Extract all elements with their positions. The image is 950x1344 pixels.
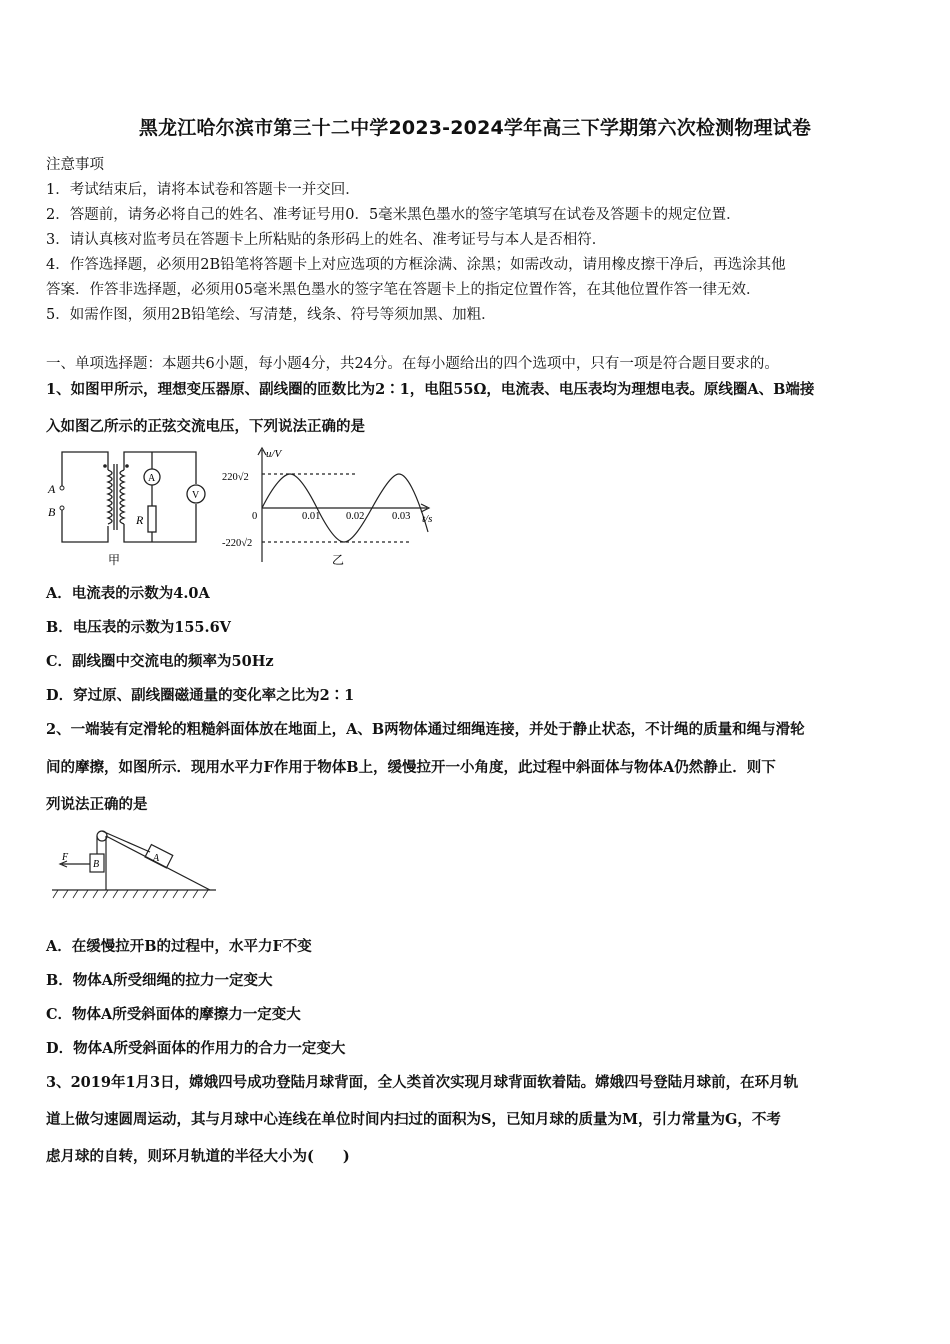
question-2-text: 列说法正确的是 <box>46 796 148 813</box>
notice-item: 5．如需作图，须用2B铅笔绘、写清楚，线条、符号等须加黑、加粗． <box>46 307 496 323</box>
block-a-label: A <box>153 853 160 864</box>
q2-option-c: C．物体A所受斜面体的摩擦力一定变大 <box>46 1006 301 1023</box>
x-tick: 0.03 <box>392 511 411 522</box>
page-title: 黑龙江哈尔滨市第三十二中学2023-2024学年高三下学期第六次检测物理试卷 <box>138 117 812 139</box>
question-3-text: 道上做匀速圆周运动，其与月球中心连线在单位时间内扫过的面积为S，已知月球的质量为M，引力常量为G，不考 <box>46 1111 781 1128</box>
voltmeter-label: V <box>192 490 200 501</box>
ammeter-label: A <box>148 473 156 484</box>
question-3-text: 虑月球的自转，则环月轨道的半径大小为( ) <box>46 1148 350 1165</box>
q2-option-a: A．在缓慢拉开B的过程中，水平力F不变 <box>46 938 312 955</box>
notice-item: 答案．作答非选择题，必须用05毫米黑色墨水的签字笔在答题卡上的指定位置作答，在其他位置作答一律无效． <box>46 282 761 298</box>
question-2-text: 间的摩擦，如图所示．现用水平力F作用于物体B上，缓慢拉开一小角度，此过程中斜面体与物体A仍然静止．则下 <box>46 759 776 776</box>
question-2-text: 2、一端装有定滑轮的粗糙斜面体放在地面上，A、B两物体通过细绳连接，并处于静止状态，不计绳的质量和绳与滑轮 <box>46 721 805 738</box>
block-b-label: B <box>93 859 100 870</box>
terminal-a-label: A <box>48 482 56 496</box>
terminal-b-label: B <box>48 505 56 519</box>
notice-item: 2．答题前，请务必将自己的姓名、准考证号用0．5毫米黑色墨水的签字笔填写在试卷及答题卡的规定位置． <box>46 207 741 223</box>
resistor-label: R <box>136 513 144 527</box>
x-tick: 0.02 <box>346 511 365 522</box>
x-axis-label: t/s <box>422 513 433 525</box>
figure-yi-voltage-graph <box>222 444 442 572</box>
q1-option-b: B．电压表的示数为155.6V <box>46 619 231 636</box>
q1-option-a: A．电流表的示数为4.0A <box>46 585 210 602</box>
notice-item: 4．作答选择题，必须用2B铅笔将答题卡上对应选项的方框涂满、涂黑；如需改动，请用橡皮擦干净后，再选涂其他 <box>46 257 786 273</box>
notice-item: 1．考试结束后，请将本试卷和答题卡一并交回． <box>46 182 360 198</box>
section-heading: 一、单项选择题：本题共6小题，每小题4分，共24分。在每小题给出的四个选项中，只有一项是符合题目要求的。 <box>46 356 779 372</box>
q1-option-c: C．副线圈中交流电的频率为50Hz <box>46 653 274 670</box>
y-axis-label: u/V <box>266 448 282 460</box>
y-tick-top: 220√2 <box>222 472 249 483</box>
question-1-text: 1、如图甲所示，理想变压器原、副线圈的匝数比为2∶1，电阻55Ω，电流表、电压表均为理想电表。原线圈A、B端接 <box>46 381 815 398</box>
y-tick-bottom: -220√2 <box>222 538 253 549</box>
figure-jia-circuit <box>44 444 214 572</box>
notice-item: 3．请认真核对监考员在答题卡上所粘贴的条形码上的姓名、准考证号与本人是否相符． <box>46 232 607 248</box>
q1-option-d: D．穿过原、副线圈磁通量的变化率之比为2∶1 <box>46 687 355 704</box>
figure-incline-pulley <box>50 826 220 904</box>
question-1-text: 入如图乙所示的正弦交流电压，下列说法正确的是 <box>46 418 365 435</box>
q2-option-d: D．物体A所受斜面体的作用力的合力一定变大 <box>46 1040 346 1057</box>
figure-jia-caption: 甲 <box>108 553 121 567</box>
x-tick: 0.01 <box>302 511 321 522</box>
q2-option-b: B．物体A所受细绳的拉力一定变大 <box>46 972 273 989</box>
origin-label: 0 <box>252 511 258 522</box>
figure-yi-caption: 乙 <box>332 553 345 567</box>
notice-heading: 注意事项 <box>46 157 104 173</box>
question-3-text: 3、2019年1月3日，嫦娥四号成功登陆月球背面，全人类首次实现月球背面软着陆。嫦娥四号登陆月球前，在环月轨 <box>46 1074 799 1091</box>
force-f-label: F <box>62 852 69 863</box>
